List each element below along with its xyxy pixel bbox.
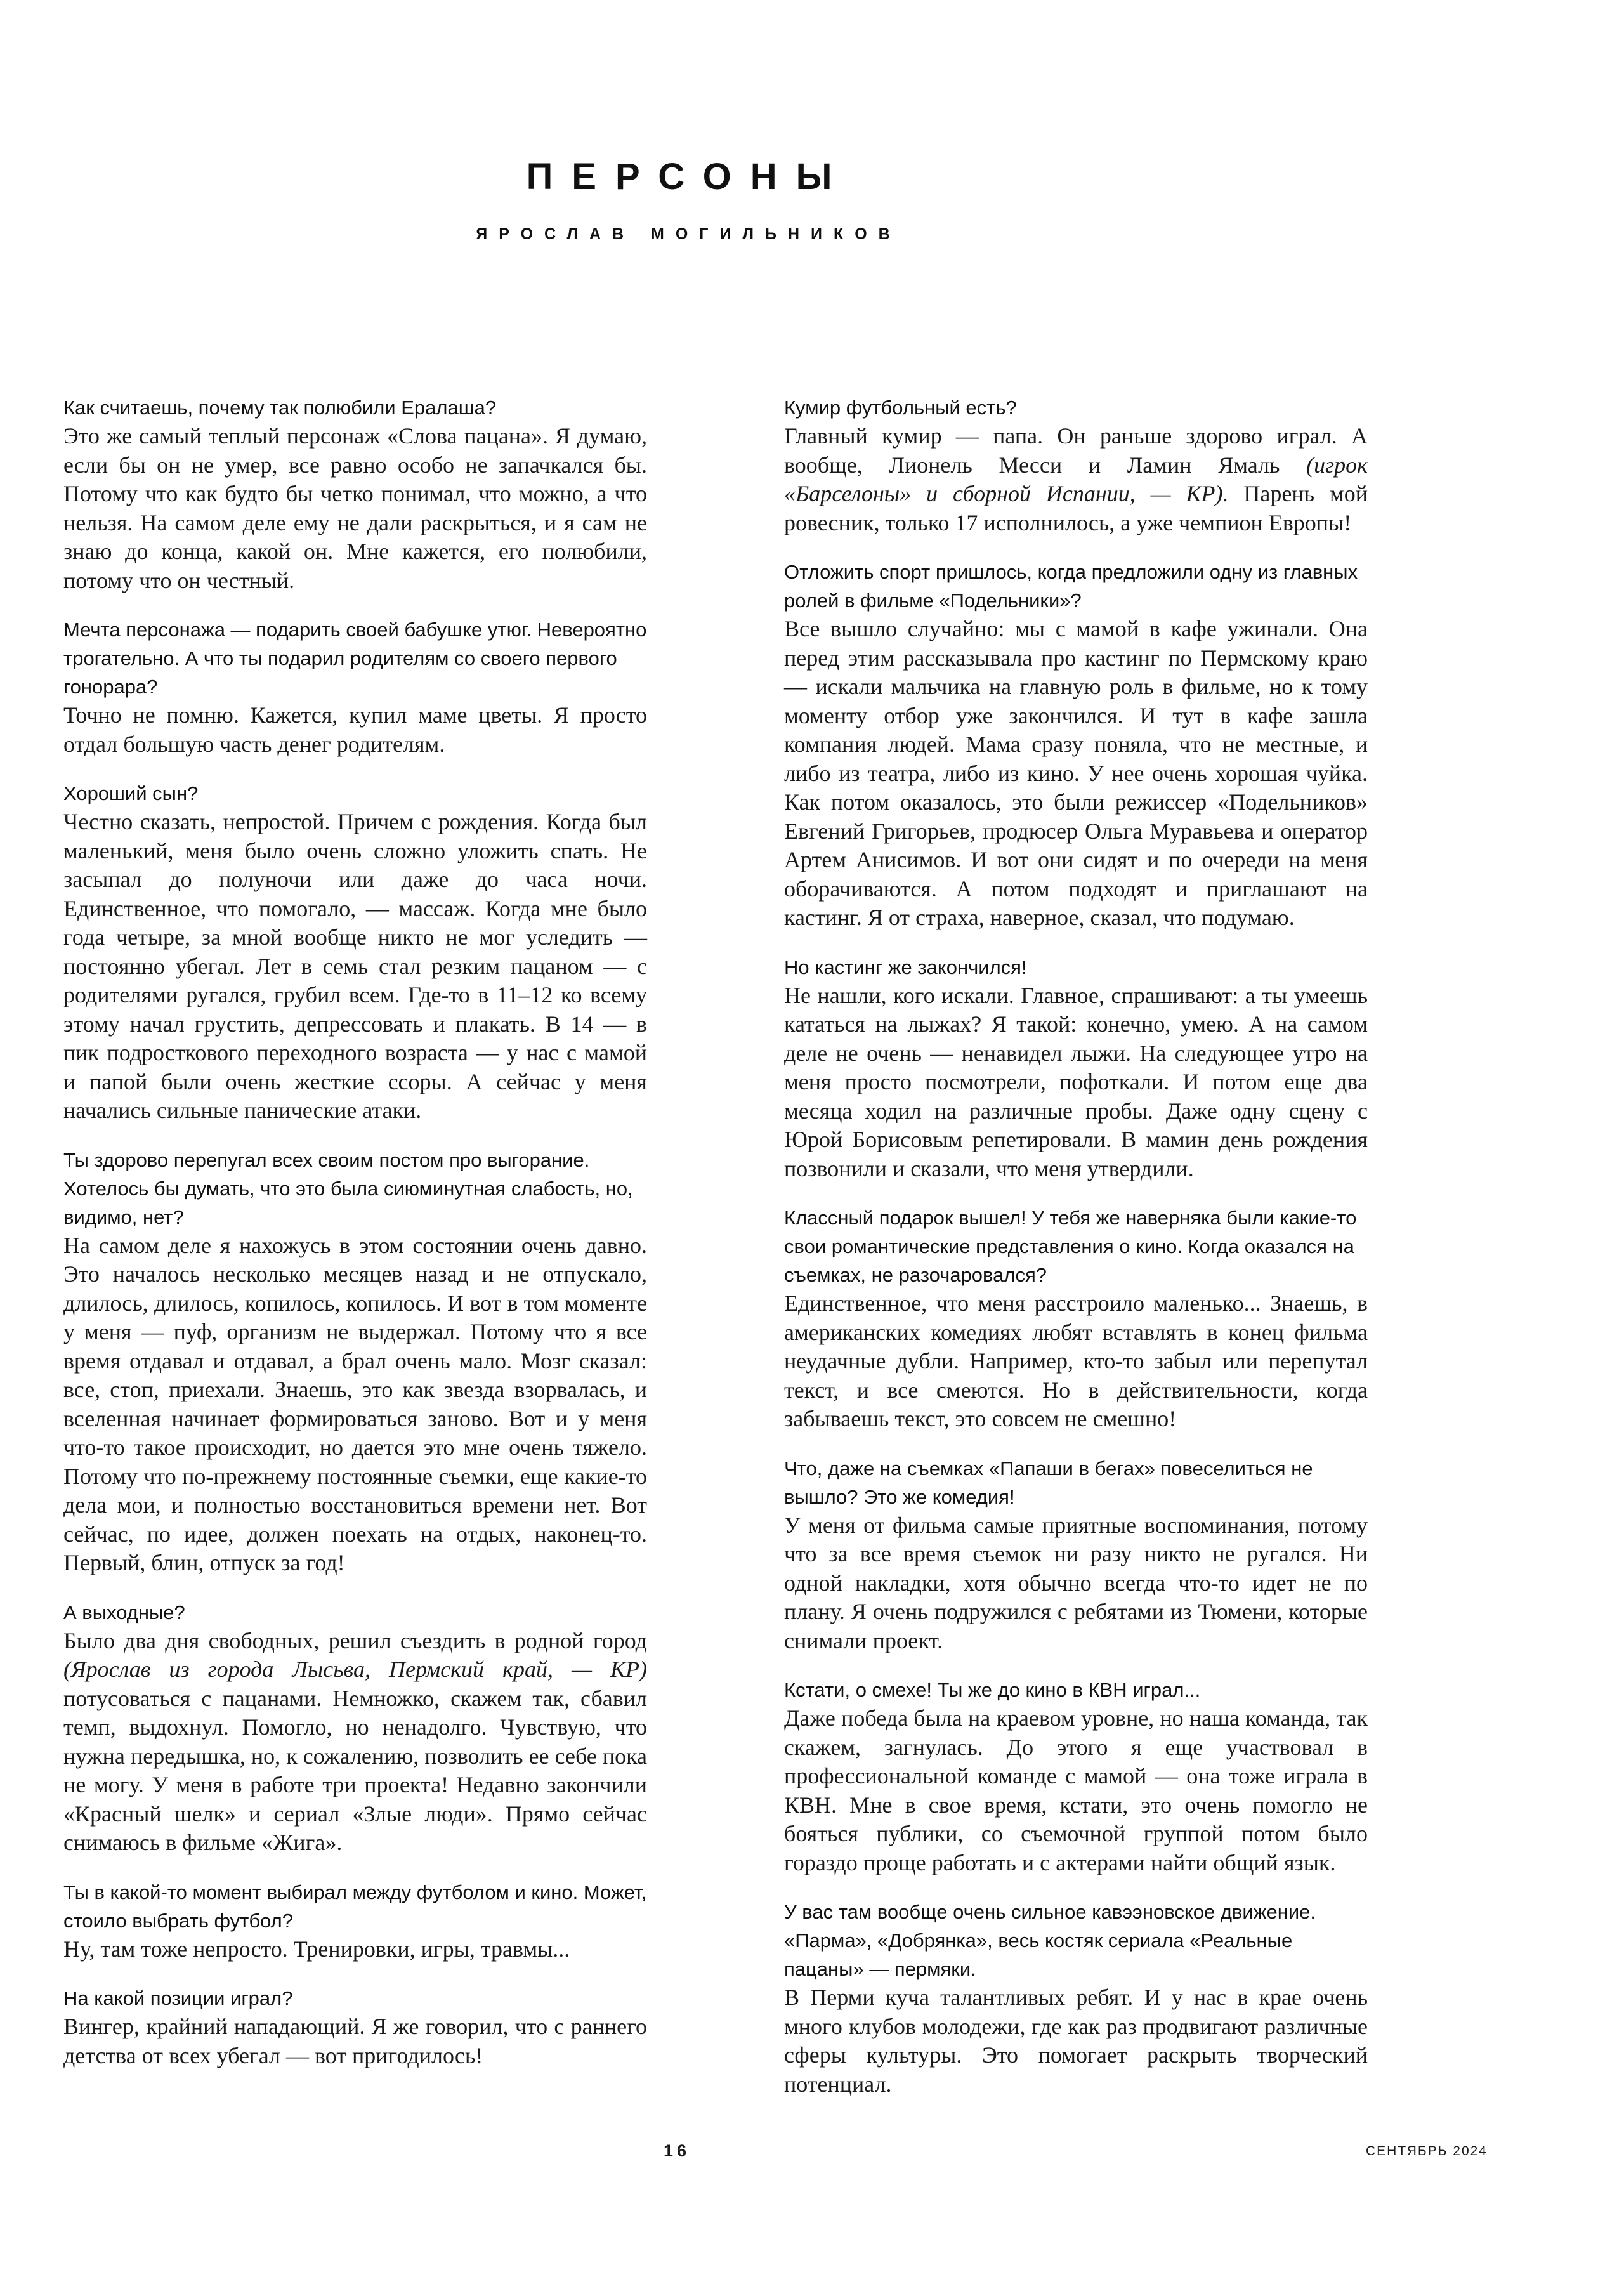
qa-block <box>784 393 1368 537</box>
answer <box>784 422 1368 537</box>
question: Но кастинг же закончился! <box>784 955 1027 978</box>
answer-text: потусоваться с пацанами. Немножко, скажем так, сбавил темп, выдохнул. Помогло, но ненадолго. Чувствую, что нужна передышка, но, к сожалению, позволить ее себе пока не могу. У меня в работе три проекта! Недавно закончили «Красный шелк» и сериал «Злые люди». Прямо сейчас снимаюсь в фильме «Жига». <box>63 1685 647 1855</box>
editor-note: (Ярослав из города Лысьва, Пермский край, — КР) <box>63 1657 647 1682</box>
question: Ты здорово перепугал всех своим постом про выгорание. Хотелось бы думать, что это была сиюминутная слабость, но, видимо, нет? <box>63 1148 633 1228</box>
question: На какой позиции играл? <box>63 1987 293 2009</box>
qa-block <box>63 779 647 1126</box>
answer: Ну, там тоже непросто. Тренировки, игры, травмы... <box>63 1936 570 1962</box>
qa-block <box>63 1984 647 2070</box>
question: Кстати, о смехе! Ты же до кино в КВН играл... <box>784 1679 1201 1701</box>
question: У вас там вообще очень сильное кавээновское движение. «Парма», «Добрянка», весь костяк сериала «Реальные пацаны» — пермяки. <box>784 1901 1316 1980</box>
answer <box>63 1627 647 1858</box>
left-column <box>63 393 647 2070</box>
answer: На самом деле я нахожусь в этом состоянии очень давно. Это началось несколько месяцев назад и не отпускало, длилось, длилось, копилось, копилось. И вот в том моменте у меня — пуф, организм не выдержал. Потому что я все время отдавал и отдавал, а брал очень мало. Мозг сказал: все, стоп, приехали. Знаешь, это как звезда взорвалась, и вселенная начинает формироваться заново. Вот и у меня что-то такое происходит, но дается это мне очень тяжело. Потому что по-прежнему постоянные съемки, еще какие-то дела мои, и полностью восстановиться времени нет. Вот сейчас, по идее, должен поехать на отдых, наконец-то. Первый, блин, отпуск за год! <box>63 1232 647 1575</box>
qa-block <box>63 393 647 595</box>
question: Классный подарок вышел! У тебя же наверняка были какие-то свои романтические представления о кино. Когда оказался на съемках, не разочаровался? <box>784 1207 1357 1286</box>
editor-note: (игрок «Барселоны» и сборной Испании, — КР). <box>784 452 1368 506</box>
answer: Не нашли, кого искали. Главное, спрашивают: а ты умеешь кататься на лыжах? Я такой: конечно, умею. А на самом деле не очень — ненавидел лыжи. На следующее утро на меня просто посмотрели, пофоткали. И потом еще два месяца ходил на различные пробы. Даже одну сцену с Юрой Борисовым репетировали. В мамин день рождения позвонили и сказали, что меня утвердили. <box>784 982 1368 1181</box>
question: Кумир футбольный есть? <box>784 397 1017 419</box>
question: Как считаешь, почему так полюбили Ералаша? <box>63 397 497 419</box>
answer-text: Парень мой ровесник, только 17 исполнилось, а уже чемпион Европы! <box>784 481 1368 535</box>
answer: Это же самый теплый персонаж «Слова пацана». Я думаю, если бы он не умер, все равно особо не запачкался бы. Потому что как будто бы четко понимал, что можно, а что нельзя. На самом деле ему не дали раскрыться, и я сам не знаю до конца, какой он. Мне кажется, его полюбили, потому что он честный. <box>63 423 647 593</box>
answer: Все вышло случайно: мы с мамой в кафе ужинали. Она перед этим рассказывала про кастинг по Пермскому краю — искали мальчика на главную роль в фильме, но к тому моменту отбор уже закончился. И тут в кафе зашла компания людей. Мама сразу поняла, что не местные, и либо из театра, либо из кино. У нее очень хорошая чуйка. Как потом оказалось, это были режиссер «Подельников» Евгений Григорьев, продюсер Ольга Муравьева и оператор Артем Анисимов. И вот они сидят и по очереди на меня оборачиваются. А потом подходят и приглашают на кастинг. Я от страха, наверное, сказал, что подумаю. <box>784 616 1368 930</box>
qa-block <box>63 1878 647 1964</box>
answer: Единственное, что меня расстроило маленько... Знаешь, в американских комедиях любят вставлять в конец фильма неудачные дубли. Например, кто-то забыл или перепутал текст, и все смеются. Но в действительности, когда забываешь текст, это совсем не смешно! <box>784 1290 1368 1431</box>
qa-block <box>63 1146 647 1578</box>
issue-date: СЕНТЯБРЬ 2024 <box>1366 2144 1488 2158</box>
qa-block <box>784 558 1368 933</box>
qa-block <box>784 1676 1368 1877</box>
answer-text: Было два дня свободных, решил съездить в родной город <box>63 1627 647 1653</box>
qa-block <box>784 1898 1368 2099</box>
author-name: ЯРОСЛАВ МОГИЛЬНИКОВ <box>476 225 901 243</box>
question: А выходные? <box>63 1601 185 1624</box>
answer-text: Главный кумир — папа. Он раньше здорово играл. А вообще, Лионель Месси и Ламин Ямаль <box>784 423 1368 478</box>
question: Хороший сын? <box>63 782 199 804</box>
question: Отложить спорт пришлось, когда предложили одну из главных ролей в фильме «Подельники»? <box>784 561 1358 612</box>
qa-block <box>63 615 647 759</box>
answer: Честно сказать, непростой. Причем с рождения. Когда был маленький, меня было очень сложно уложить спать. Не засыпал до полуночи или даже до часа ночи. Единственное, что помогало, — массаж. Когда мне было года четыре, за мной вообще никто не мог уследить — постоянно убегал. Лет в семь стал резким пацаном — с родителями ругался, грубил всем. Где-то в 11–12 ко всему этому начал грустить, депрессовать и плакать. В 14 — в пик подросткового переходного возраста — у нас с мамой и папой были очень жесткие ссоры. А сейчас у меня начались сильные панические атаки. <box>63 809 647 1123</box>
question: Мечта персонажа — подарить своей бабушке утюг. Невероятно трогательно. А что ты подарил родителям со своего первого гонорара? <box>63 619 647 698</box>
question: Ты в какой-то момент выбирал между футболом и кино. Может, стоило выбрать футбол? <box>63 1880 647 1932</box>
page-number: 16 <box>664 2141 691 2160</box>
answer: Точно не помню. Кажется, купил маме цветы. Я просто отдал большую часть денег родителям. <box>63 702 647 757</box>
question: Что, даже на съемках «Папаши в бегах» повеселиться не вышло? Это же комедия! <box>784 1457 1313 1508</box>
answer: Вингер, крайний нападающий. Я же говорил, что с раннего детства от всех убегал — вот пригодилось! <box>63 2014 647 2068</box>
section-title: ПЕРСОНЫ <box>526 156 851 197</box>
qa-block <box>784 953 1368 1184</box>
qa-block <box>63 1598 647 1858</box>
qa-block <box>784 1454 1368 1656</box>
right-column <box>784 393 1368 2099</box>
answer: Даже победа была на краевом уровне, но наша команда, так скажем, загнулась. До этого я еще участвовал в профессиональной команде с мамой — она тоже играла в КВН. Мне в свое время, кстати, это очень помогло не бояться публики, со съемочной группой потом было гораздо проще работать и с актерами найти общий язык. <box>784 1705 1368 1875</box>
answer: В Перми куча талантливых ребят. И у нас в крае очень много клубов молодежи, где как раз продвигают различные сферы культуры. Это помогает раскрыть творческий потенциал. <box>784 1985 1368 2097</box>
qa-block <box>784 1204 1368 1434</box>
answer: У меня от фильма самые приятные воспоминания, потому что за все время съемок ни разу никто не ругался. Ни одной накладки, хотя обычно всегда что-то идет не по плану. Я очень подружился с ребятами из Тюмени, которые снимали проект. <box>784 1512 1368 1653</box>
